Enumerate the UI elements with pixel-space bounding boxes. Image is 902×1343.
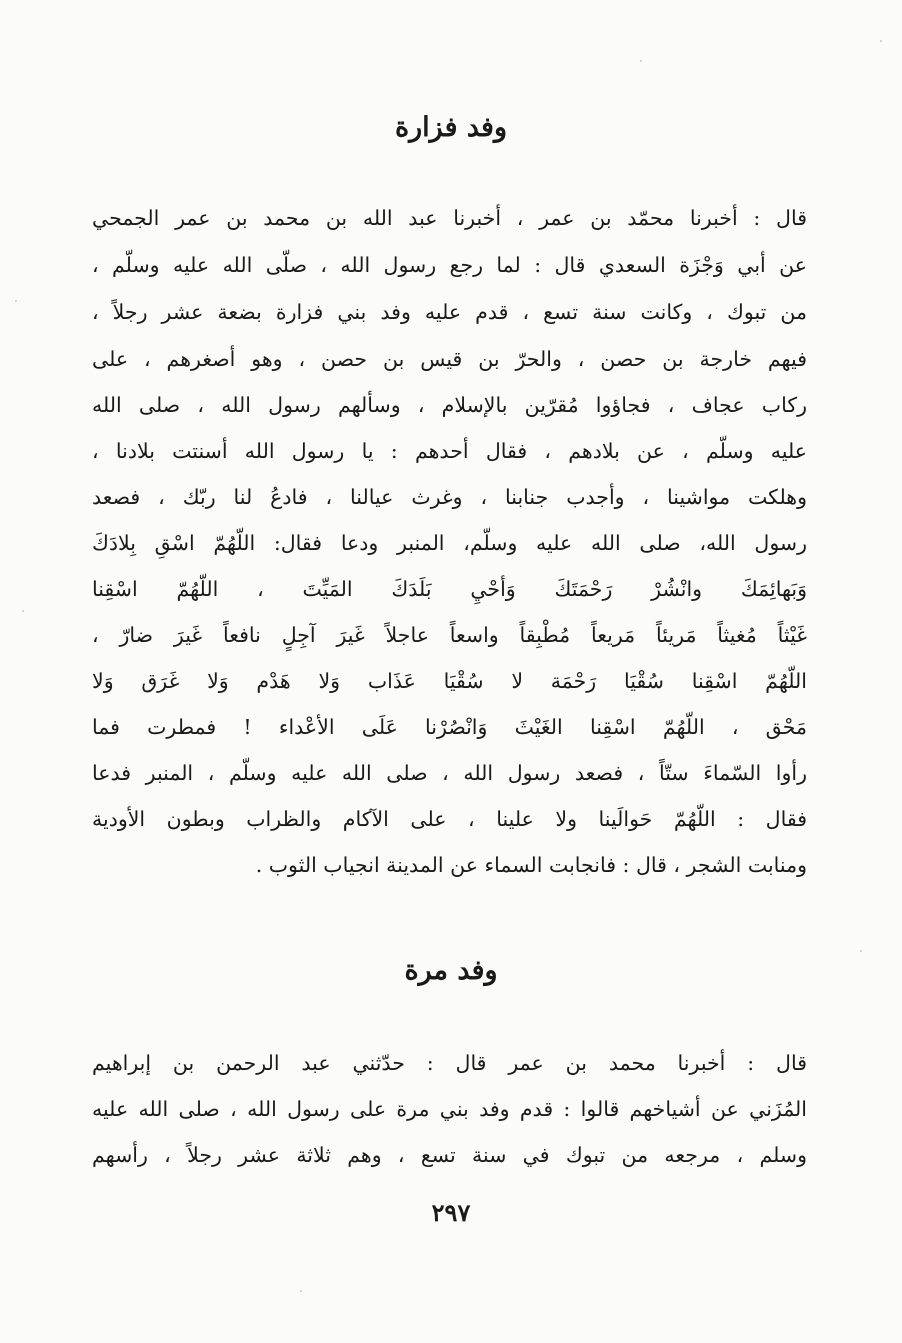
section-title-wafd-fazara: وفد فزارة bbox=[394, 112, 507, 143]
text-line: عليه وسلّم ، عن بلادهم ، فقال أحدهم : يا رسول الله أسنتت بلادنا ، bbox=[92, 439, 807, 463]
text-line: ومنابت الشجر ، قال : فانجابت السماء عن المدينة انجياب الثوب . bbox=[255, 853, 807, 877]
text-line: قال : أخبرنا محمّد بن عمر ، أخبرنا عبد الله بن محمد بن عمر الجمحي bbox=[92, 206, 807, 230]
text-line: غَيْثاً مُغيثاً مَريئاً مَريعاً مُطْبِقاً واسعاً عاجلاً غَيرَ آجِلٍ نافعاً غَيرَ ضارّ ، bbox=[92, 623, 807, 647]
text-line: عن أبي وَجْزَة السعدي قال : لما رجع رسول الله ، صلّى الله عليه وسلّم ، bbox=[92, 253, 807, 277]
page-number: ٢٩٧ bbox=[431, 1198, 471, 1227]
text-line: ركاب عجاف ، فجاؤوا مُقرّين بالإسلام ، وسألهم رسول الله ، صلى الله bbox=[92, 393, 807, 417]
scan-speck bbox=[860, 950, 862, 952]
text-line: وَبَهائِمَكَ وانْشُرْ رَحْمَتَكَ وَأحْيِ بَلَدَكَ المَيِّتَ ، اللّهُمّ اسْقِنا bbox=[92, 577, 807, 601]
text-line: رسول الله، صلى الله عليه وسلّم، المنبر ودعا فقال: اللّهُمّ اسْقِ بِلادَكَ bbox=[92, 531, 807, 555]
text-line: المُزَني عن أشياخهم قالوا : قدم وفد بني مرة على رسول الله ، صلى الله عليه bbox=[92, 1097, 807, 1121]
scan-speck bbox=[880, 40, 882, 42]
text-line: فيهم خارجة بن حصن ، والحرّ بن قيس بن حصن ، وهو أصغرهم ، على bbox=[92, 347, 807, 371]
section-title-wafd-murra: وفد مرة bbox=[404, 955, 498, 986]
text-line: اللّهُمّ اسْقِنا سُقْيَا رَحْمَة لا سُقْيَا عَذَاب وَلا هَدْم وَلا غَرَق وَلا bbox=[92, 669, 807, 693]
text-line: من تبوك ، وكانت سنة تسع ، قدم عليه وفد بني فزارة بضعة عشر رجلاً ، bbox=[92, 300, 807, 324]
text-line: قال : أخبرنا محمد بن عمر قال : حدّثني عبد الرحمن بن إبراهيم bbox=[92, 1051, 807, 1075]
scan-speck bbox=[300, 1290, 302, 1292]
text-line: مَحْق ، اللّهُمّ اسْقِنا الغَيْثَ وَانْصُرْنا عَلَى الأعْداء ! فمطرت فما bbox=[92, 715, 807, 739]
text-line: رأوا السّماءَ ستّاً ، فصعد رسول الله ، صلى الله عليه وسلّم ، المنبر فدعا bbox=[92, 761, 807, 785]
scan-speck bbox=[15, 300, 17, 302]
scan-speck bbox=[640, 60, 642, 62]
text-line: وسلم ، مرجعه من تبوك في سنة تسع ، وهم ثلاثة عشر رجلاً ، رأسهم bbox=[92, 1143, 807, 1167]
text-line: وهلكت مواشينا ، وأجدب جنابنا ، وغرث عيالنا ، فادعُ لنا ربّك ، فصعد bbox=[92, 485, 807, 509]
text-line: فقال : اللّهُمّ حَوالَينا ولا علينا ، على الآكام والظراب وبطون الأودية bbox=[92, 807, 807, 831]
scan-speck bbox=[22, 610, 24, 612]
